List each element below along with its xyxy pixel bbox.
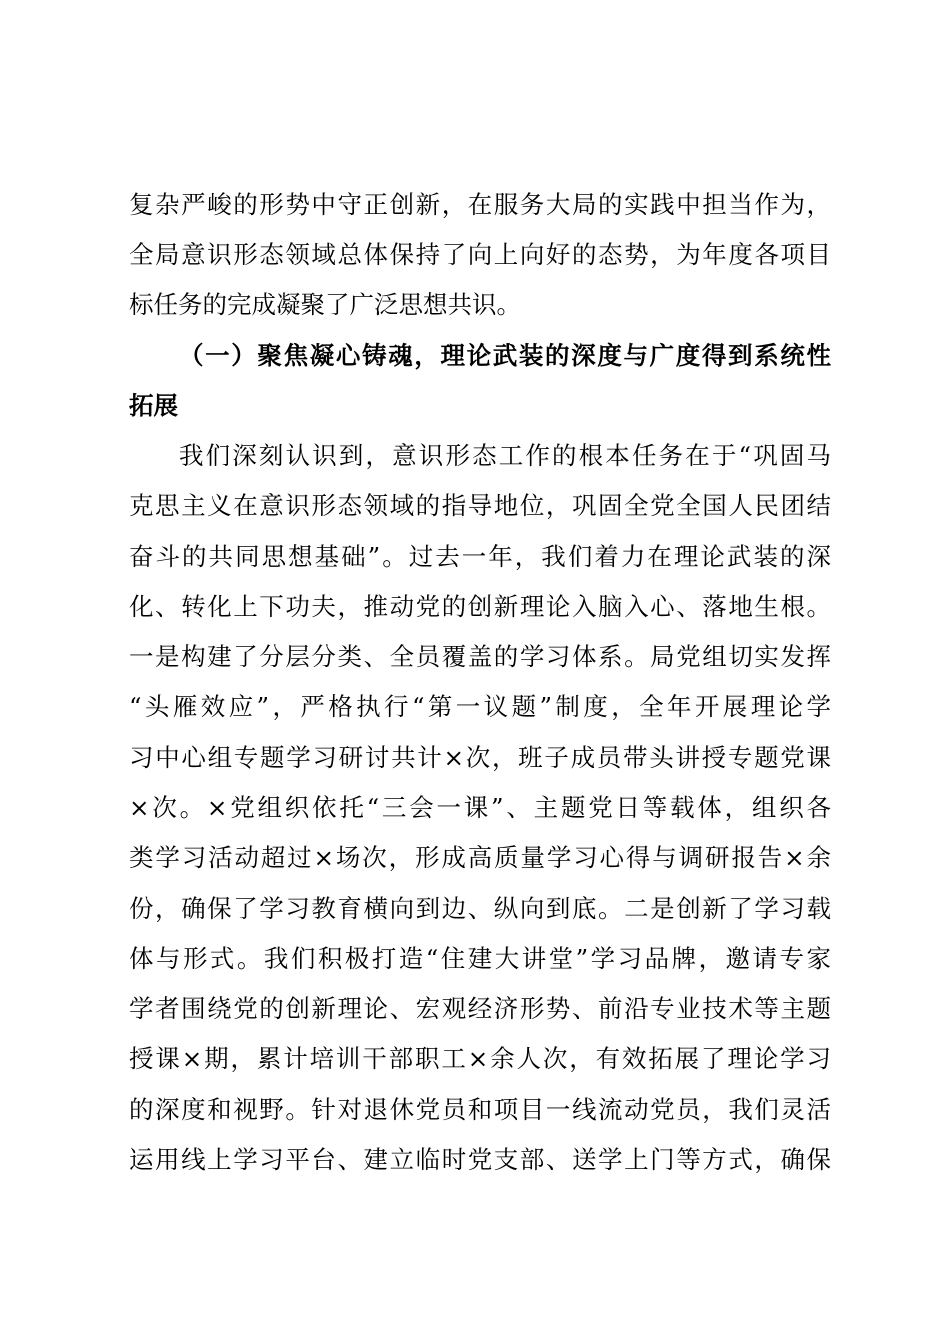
section-heading-line: （一）聚焦凝心铸魂，理论武装的深度与广度得到系统性 xyxy=(179,341,831,370)
body-text-line: 复杂严峻的形势中守正创新，在服务大局的实践中担当作为， xyxy=(129,190,831,219)
body-text-line: 体与形式。我们积极打造“住建大讲堂”学习品牌，邀请专家 xyxy=(129,944,831,973)
body-text-line: 的深度和视野。针对退休党员和项目一线流动党员，我们灵活 xyxy=(129,1095,831,1124)
body-text-line: 奋斗的共同思想基础”。过去一年，我们着力在理论武装的深 xyxy=(129,542,831,571)
body-text-line: 全局意识形态领域总体保持了向上向好的态势，为年度各项目 xyxy=(129,240,831,269)
body-text-line: 我们深刻认识到，意识形态工作的根本任务在于“巩固马 xyxy=(179,441,831,470)
body-text-line: 化、转化上下功夫，推动党的创新理论入脑入心、落地生根。 xyxy=(129,592,831,621)
body-text-line: 克思主义在意识形态领域的指导地位，巩固全党全国人民团结 xyxy=(129,491,831,520)
body-text-line: 授课×期，累计培训干部职工×余人次，有效拓展了理论学习 xyxy=(129,1044,831,1073)
body-text-line: 份，确保了学习教育横向到边、纵向到底。二是创新了学习载 xyxy=(129,894,831,923)
body-text-line: ×次。×党组织依托“三会一课”、主题党日等载体，组织各 xyxy=(129,793,831,822)
body-text-line: 学者围绕党的创新理论、宏观经济形势、前沿专业技术等主题 xyxy=(129,994,831,1023)
body-text-line: 一是构建了分层分类、全员覆盖的学习体系。局党组切实发挥 xyxy=(129,642,831,671)
section-heading-line: 拓展 xyxy=(129,391,178,420)
body-text-line: “头雁效应”，严格执行“第一议题”制度，全年开展理论学 xyxy=(129,692,831,721)
body-text-line: 运用线上学习平台、建立临时党支部、送学上门等方式，确保 xyxy=(129,1145,831,1174)
body-text-line: 标任务的完成凝聚了广泛思想共识。 xyxy=(129,290,521,319)
body-text-line: 习中心组专题学习研讨共计×次，班子成员带头讲授专题党课 xyxy=(129,743,831,772)
body-text-line: 类学习活动超过×场次，形成高质量学习心得与调研报告×余 xyxy=(129,843,831,872)
